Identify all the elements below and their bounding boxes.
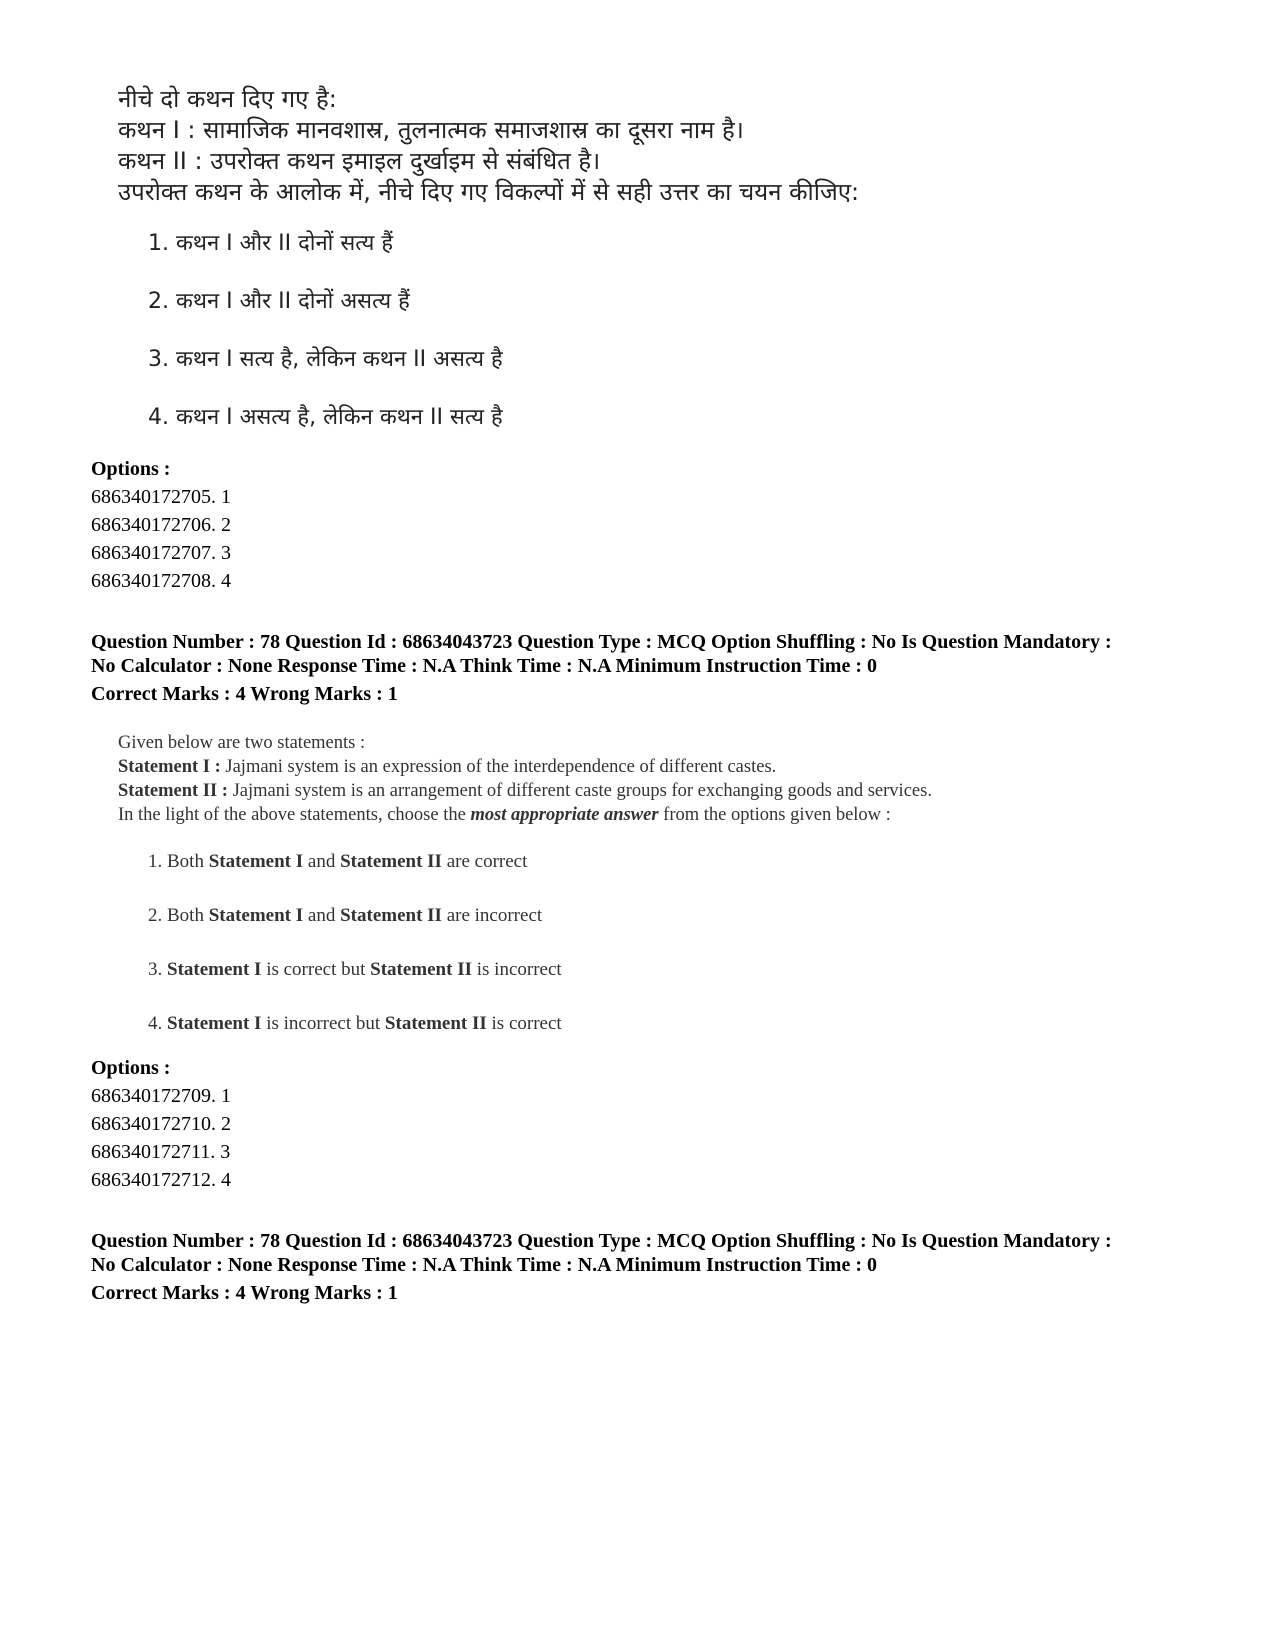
option-item: 686340172708. 4 — [91, 570, 231, 592]
option-item: 686340172705. 1 — [91, 486, 231, 508]
choose-pre: In the light of the above statements, choose the — [118, 805, 471, 825]
hindi-line: कथन I : सामाजिक मानवशास्र, तुलनात्मक समाजशास्र का दूसरा नाम है। — [118, 116, 744, 144]
option-item: 686340172712. 4 — [91, 1169, 231, 1191]
statement-2-label: Statement II : — [118, 781, 228, 801]
choose-post: from the options given below : — [658, 805, 891, 825]
hindi-line: नीचे दो कथन दिए गए है: — [118, 85, 337, 113]
choose-emphasis: most appropriate answer — [470, 805, 659, 825]
options-label: Options : — [91, 458, 171, 480]
meta-line: Question Number : 78 Question Id : 68634043723 Question Type : MCQ Option Shuffling : No Is Question Mandatory : — [91, 631, 1112, 653]
english-question-text — [118, 731, 1118, 827]
statement-1 — [118, 755, 1118, 779]
statement-2-text: Jajmani system is an arrangement of different caste groups for exchanging goods and services. — [227, 781, 932, 801]
hindi-choice: 4. कथन I असत्य है, लेकिन कथन II सत्य है — [148, 405, 503, 430]
options-label: Options : — [91, 1057, 171, 1079]
option-item: 686340172706. 2 — [91, 514, 231, 536]
option-item: 686340172707. 3 — [91, 542, 231, 564]
english-choice: 1. Both Statement I and Statement II are correct — [148, 851, 528, 872]
option-item: 686340172709. 1 — [91, 1085, 231, 1107]
options-list — [91, 455, 231, 595]
hindi-line: उपरोक्त कथन के आलोक में, नीचे दिए गए विकल्पों में से सही उत्तर का चयन कीजिए: — [118, 178, 860, 206]
question-meta — [91, 1230, 1221, 1306]
statement-1-text: Jajmani system is an expression of the interdependence of different castes. — [220, 757, 777, 777]
hindi-line: कथन II : उपरोक्त कथन इमाइल दुर्खाइम से संबंधित है। — [118, 147, 601, 175]
english-choice: 4. Statement I is incorrect but Statement II is correct — [148, 1013, 562, 1034]
meta-line: Question Number : 78 Question Id : 68634043723 Question Type : MCQ Option Shuffling : No Is Question Mandatory : — [91, 1230, 1112, 1252]
marks-line: Correct Marks : 4 Wrong Marks : 1 — [91, 1282, 398, 1304]
hindi-choice: 1. कथन I और II दोनों सत्य हैं — [148, 231, 394, 256]
meta-line: No Calculator : None Response Time : N.A Think Time : N.A Minimum Instruction Time : 0 — [91, 1253, 877, 1276]
english-choice: 2. Both Statement I and Statement II are incorrect — [148, 905, 543, 926]
english-choice: 3. Statement I is correct but Statement II is incorrect — [148, 959, 562, 980]
intro-line: Given below are two statements : — [118, 733, 366, 753]
statement-1-label: Statement I : — [118, 757, 221, 777]
meta-line: No Calculator : None Response Time : N.A Think Time : N.A Minimum Instruction Time : 0 — [91, 654, 877, 677]
hindi-choice: 3. कथन I सत्य है, लेकिन कथन II असत्य है — [148, 347, 503, 372]
marks-line: Correct Marks : 4 Wrong Marks : 1 — [91, 683, 398, 705]
english-answer-choices — [148, 850, 562, 1066]
question-meta — [91, 631, 1221, 707]
statement-2 — [118, 779, 1118, 803]
hindi-question-text — [118, 84, 1118, 208]
hindi-answer-choices — [148, 230, 503, 462]
hindi-choice: 2. कथन I और II दोनों असत्य हैं — [148, 289, 410, 314]
choose-line — [118, 803, 1118, 827]
option-item: 686340172711. 3 — [91, 1141, 231, 1163]
options-list — [91, 1054, 231, 1194]
option-item: 686340172710. 2 — [91, 1113, 231, 1135]
